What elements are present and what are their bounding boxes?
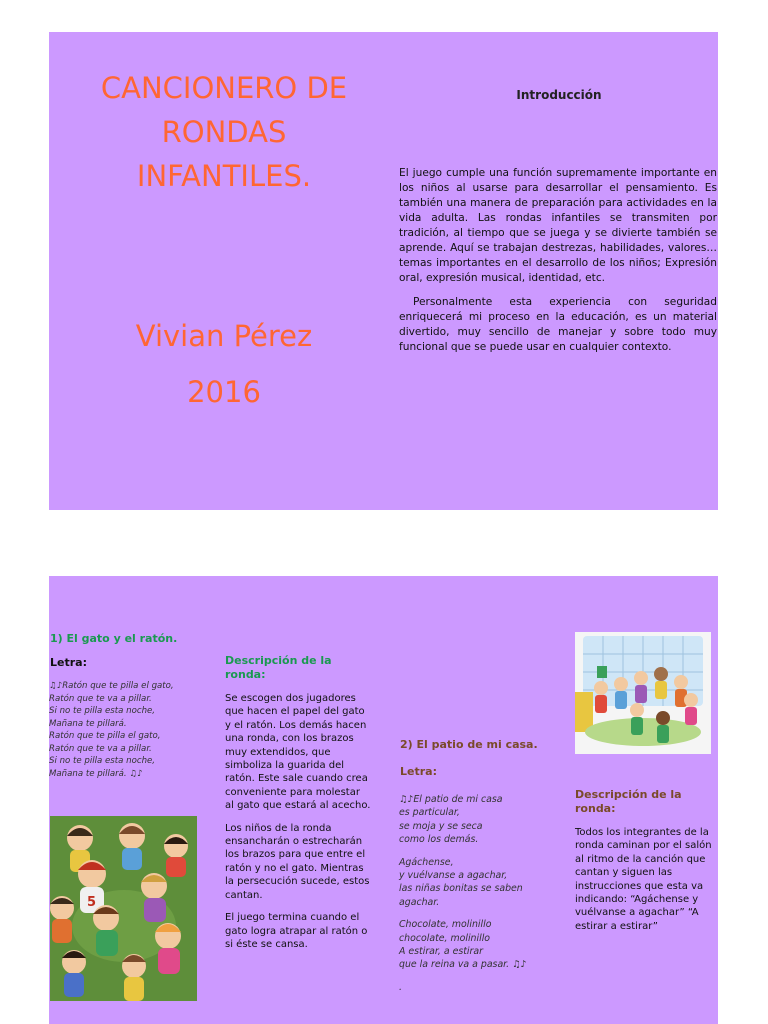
cover-author-block: [59, 308, 389, 420]
lyric-line: y vuélvanse a agachar,: [399, 870, 508, 882]
lyric-line: las niñas bonitas se saben: [399, 883, 523, 895]
lyric-line: como los demás.: [399, 834, 479, 846]
song1-desc-title: Descripción de la ronda:: [225, 654, 332, 681]
author-name: Vivian Pérez: [135, 319, 313, 353]
lyric-line: Ratón que te pilla el gato,: [49, 731, 161, 741]
songs-panel: [49, 576, 718, 1024]
song2-lyrics: [399, 793, 569, 994]
song1-description: [225, 692, 371, 960]
cover-title: [59, 66, 389, 198]
cover-title-line: RONDAS: [161, 115, 287, 149]
lyric-line: se moja y se seca: [399, 820, 483, 832]
intro-heading: Introducción: [516, 88, 602, 102]
song1-letra-label: Letra:: [50, 656, 87, 669]
lyric-line: Si no te pilla esta noche,: [49, 756, 156, 766]
song2-description: [575, 826, 713, 942]
lyric-line: es particular,: [399, 807, 460, 819]
cover-panel: [49, 32, 718, 510]
song2-desc-title: Descripción de la ronda:: [575, 788, 682, 815]
lyric-line: A estirar, a estirar: [399, 946, 483, 958]
lyric-line: chocolate, molinillo: [399, 932, 491, 944]
description-paragraph: Todos los integrantes de la ronda caminan por el salón al ritmo de la canción que cantan y siguen las instrucciones que esta va indicando: “Agáchense y vuélvanse a agachar” “A estirar a estirar”: [575, 827, 712, 932]
song1-lyrics: [49, 680, 219, 780]
intro-body: [399, 166, 717, 364]
description-paragraph: Los niños de la ronda ensancharán o estrecharán los brazos para que entre el ratón y no el gato. Mientras la persecución sucede, estos cantan.: [225, 822, 370, 901]
lyric-line: Ratón que te va a pillar.: [49, 743, 152, 754]
cover-title-line: INFANTILES.: [136, 159, 312, 193]
children-ring-illustration: [50, 816, 197, 1001]
song2-letra-label: Letra:: [400, 765, 437, 778]
lyric-line: ♫♪El patio de mi casa: [399, 794, 503, 805]
description-paragraph: El juego termina cuando el gato logra atrapar al ratón o si éste se cansa.: [225, 912, 368, 950]
song2-title: 2) El patio de mi casa.: [400, 738, 538, 751]
lyric-line: Mañana te pillará. ♫♪: [49, 768, 143, 779]
lyric-line: agachar.: [399, 896, 440, 908]
children-classroom-illustration: [575, 632, 711, 754]
lyric-line: Ratón que te va a pillar.: [49, 693, 152, 704]
intro-paragraph: El juego cumple una función supremamente importante en los niños al usarse para desarrollar el pensamiento. Es también una manera de preparación para actividades en la vida adulta. Las rondas infantiles se transmiten por tradición, al tiempo que se juega y se divierte también se aprende. Aquí se trabajan destrezas, habilidades, valores… temas importantes en el desarrollo de los niños; Expresión oral, expresión musical, identidad, etc.: [399, 167, 717, 284]
children-ring-drawing: [50, 816, 197, 1001]
svg-text:5: 5: [87, 895, 97, 910]
lyric-line: Si no te pilla esta noche,: [49, 706, 156, 716]
trailing-dot: .: [399, 981, 402, 993]
description-paragraph: Se escogen dos jugadores que hacen el papel del gato y el ratón. Los demás hacen una ronda, con los brazos muy extendidos, que simboliza la guarida del ratón. Este sale cuando crea conveniente para molestar al gato que estará al acecho.: [225, 693, 371, 812]
intro-paragraph: Personalmente esta experiencia con seguridad enriquecerá mi proceso en la educación, es un material divertido, muy sencillo de manejar y sobre todo muy funcional que se puede usar en cualquier contexto.: [399, 296, 717, 353]
lyric-line: Agáchense,: [399, 856, 454, 868]
lyric-line: que la reina va a pasar. ♫♪: [399, 959, 527, 971]
song1-title: 1) El gato y el ratón.: [50, 632, 178, 645]
children-classroom-drawing: [575, 632, 711, 754]
lyric-line: ♫♪Ratón que te pilla el gato,: [49, 681, 174, 691]
lyric-line: Mañana te pillará.: [49, 718, 127, 729]
cover-title-line: CANCIONERO DE: [100, 71, 348, 105]
year: 2016: [187, 375, 261, 409]
lyric-line: Chocolate, molinillo: [399, 919, 492, 931]
